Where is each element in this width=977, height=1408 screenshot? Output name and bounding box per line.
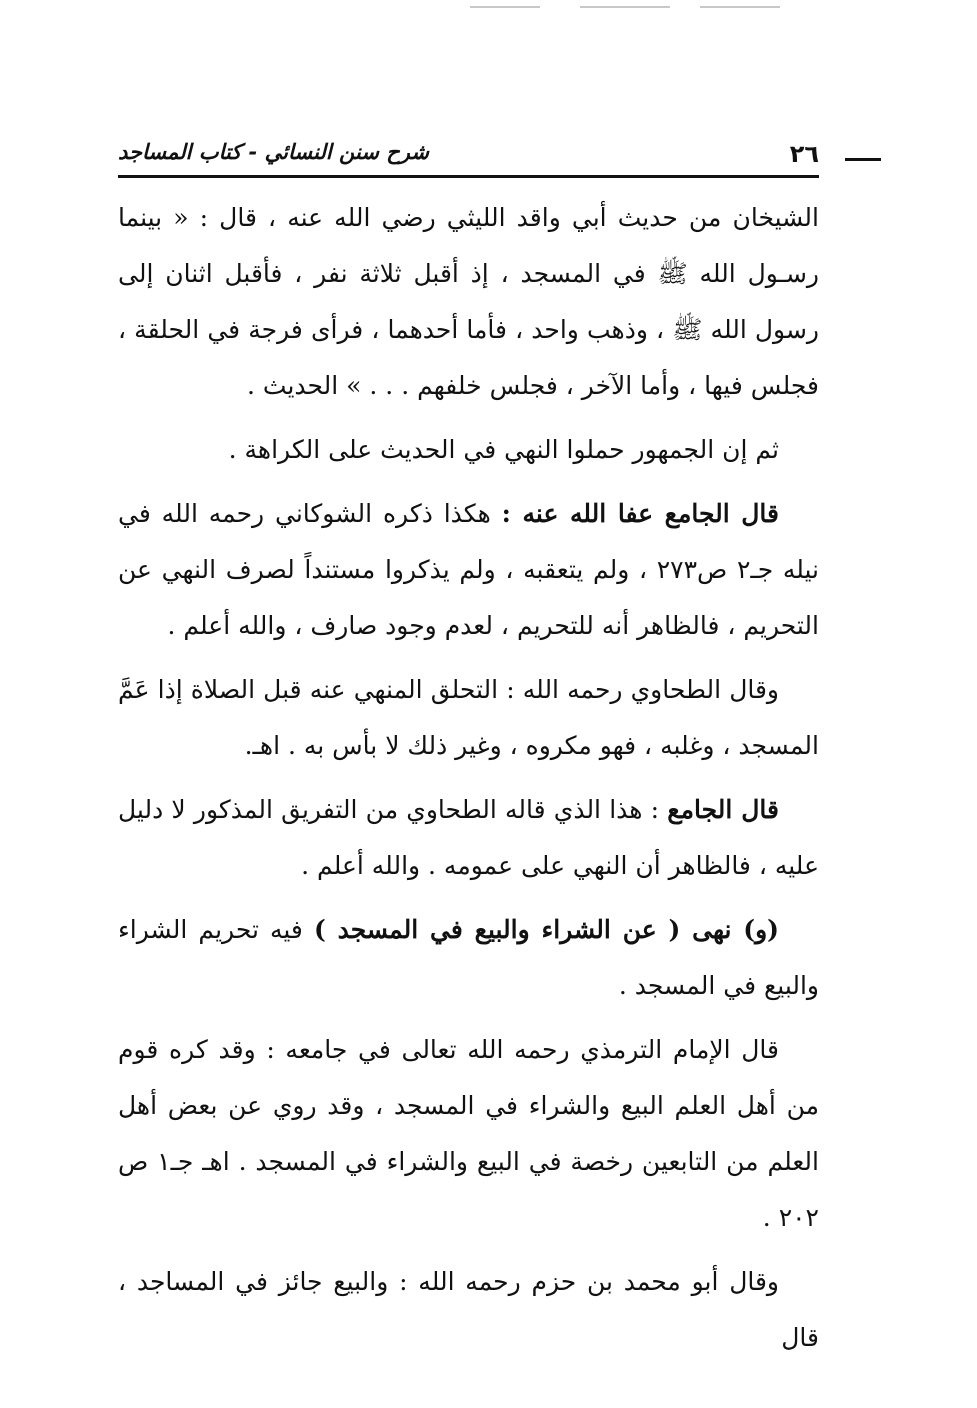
paragraph-text: وقال أبو محمد بن حزم رحمه الله : والبيع جائز في المساجد ، قال bbox=[118, 1267, 819, 1352]
paragraph bbox=[118, 662, 819, 774]
paragraph-text: فيه تحريم الشراء والبيع في المسجد . bbox=[118, 915, 819, 1000]
running-title: شرح سنن النسائي - كتاب المساجد bbox=[118, 140, 429, 164]
paragraph-text: ثم إن الجمهور حملوا النهي في الحديث على الكراهة . bbox=[228, 435, 779, 464]
scan-artifact bbox=[470, 6, 540, 8]
paragraph-text: الشيخان من حديث أبي واقد الليثي رضي الله عنه ، قال : « بينما رسـول الله ﷺ في المسجد ، إذ أقبل ثلاثة نفر ، فأقبل اثنان إلى رسول الله ﷺ ، وذهب واحد ، فأما أحدهما ، فرأى فرجة في الحلقة ، فجلس فيها ، وأما الآخر ، فجلس خلفهم . . . » الحديث . bbox=[118, 203, 819, 400]
paragraph-text: قال الإمام الترمذي رحمه الله تعالى في جامعه : وقد كره قوم من أهل العلم البيع والشراء في المسجد ، وقد روي عن بعض أهل العلم من التابعين رخصة في البيع والشراء في المسجد . اهـ جـ١ ص ٢٠٢ . bbox=[118, 1035, 819, 1232]
paragraph bbox=[118, 902, 819, 1014]
page-number: ٢٦ bbox=[789, 140, 819, 168]
header-rule bbox=[118, 175, 819, 178]
paragraph-lead: قال الجامع عفا الله عنه : bbox=[501, 499, 779, 528]
paragraph-text: هكذا ذكره الشوكاني رحمه الله في نيله جـ٢ ص٢٧٣ ، ولم يتعقبه ، ولم يذكروا مستنداً لصرف النهي عن التحريم ، فالظاهر أنه للتحريم ، لعدم وجود صارف ، والله أعلم . bbox=[118, 499, 820, 640]
paragraph bbox=[118, 1254, 819, 1366]
paragraph bbox=[118, 190, 819, 414]
paragraph-lead: قال الجامع bbox=[667, 795, 780, 824]
paragraph-text: : هذا الذي قاله الطحاوي من التفريق المذكور لا دليل عليه ، فالظاهر أن النهي على عمومه . والله أعلم . bbox=[118, 795, 819, 880]
paragraph-lead: (و) نهى ( عن الشراء والبيع في المسجد ) bbox=[313, 915, 779, 944]
paragraph-text: وقال الطحاوي رحمه الله : التحلق المنهي عنه قبل الصلاة إذا عَمَّ المسجد ، وغلبه ، فهو مكروه ، وغير ذلك لا بأس به . اهـ. bbox=[118, 675, 819, 760]
body-text bbox=[118, 190, 819, 1366]
page-number-dash bbox=[845, 158, 881, 161]
paragraph bbox=[118, 422, 819, 478]
paragraph bbox=[118, 486, 819, 654]
scan-artifact bbox=[700, 6, 780, 8]
scan-artifact bbox=[580, 6, 670, 8]
paragraph bbox=[118, 782, 819, 894]
paragraph bbox=[118, 1022, 819, 1246]
